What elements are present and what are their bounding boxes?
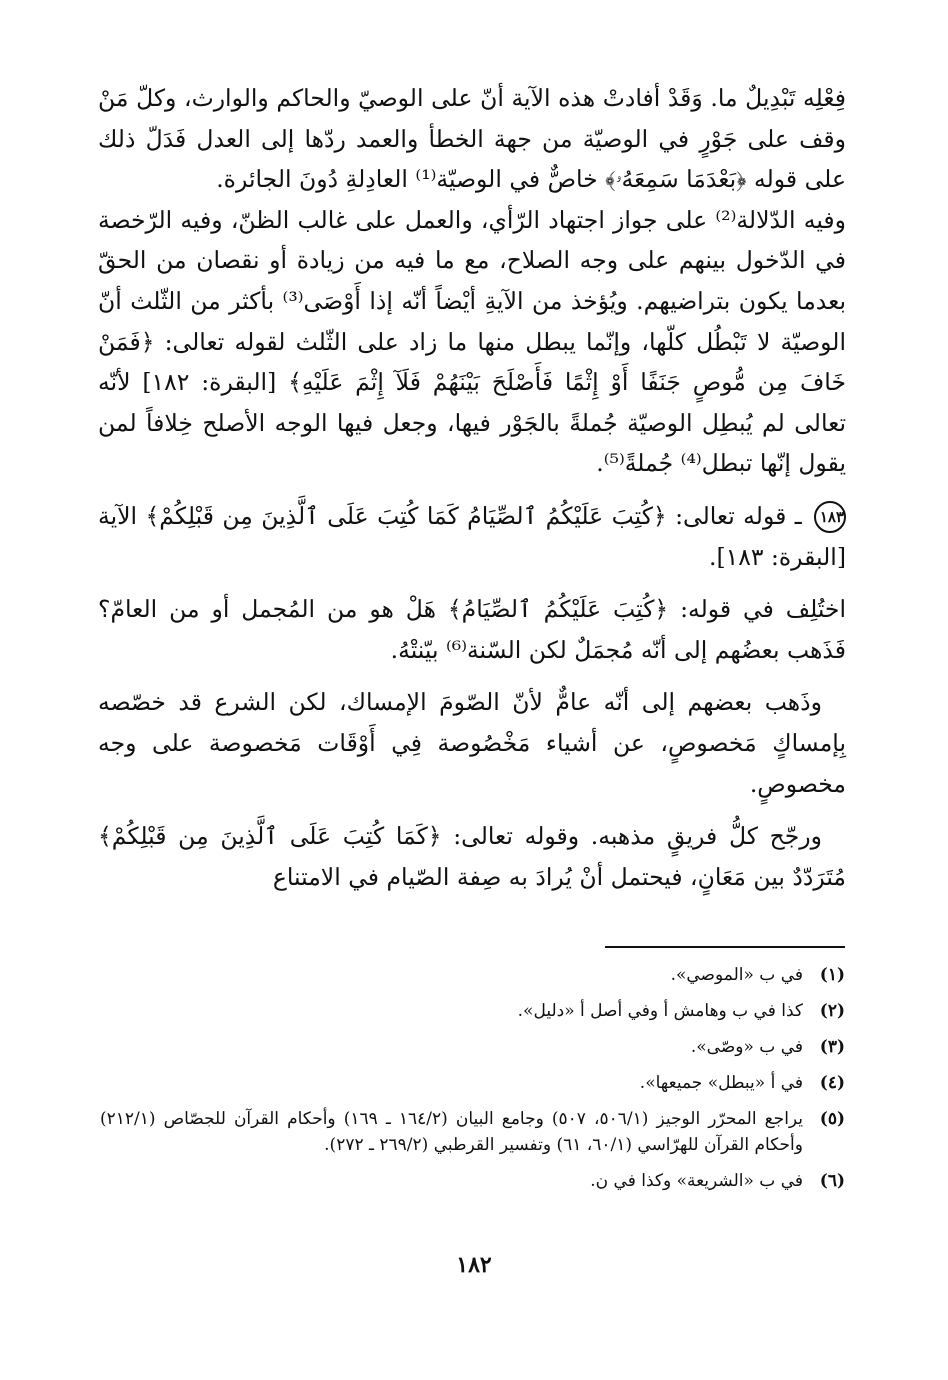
paragraph-6: ورجّح كلُّ فريقٍ مذهبه. وقوله تعالى: ﴿كَمَا كُتِبَ عَلَى ٱلَّذِينَ مِن قَبْلِكُمْ﴾ مُتَرَدّدٌ بين مَعَانٍ، فيحتمل أنْ يُرادَ به صِفة الصّيام في الامتناع bbox=[98, 822, 846, 891]
footnote-number: (٢) bbox=[819, 1001, 845, 1021]
footnote-4 bbox=[100, 1070, 845, 1096]
main-text-block bbox=[98, 78, 846, 897]
footnote-2 bbox=[100, 998, 845, 1024]
footnote-3 bbox=[100, 1034, 845, 1060]
footnote-text: في ب «الشريعة» وكذا في ن. bbox=[590, 1171, 803, 1191]
footnote-text: كذا في ب وهامش أ وفي أصل أ «دليل». bbox=[517, 1001, 803, 1021]
footnotes-section bbox=[100, 962, 845, 1204]
footnote-number: (٦) bbox=[819, 1171, 845, 1191]
paragraph-4: اختُلِف في قوله: ﴿كُتِبَ عَلَيْكُمُ ٱلصِّيَامُ﴾ هَلْ هو من المُجمل أو من العامّ؟ فَذَهب بعضُهم إلى أنّه مُجمَلٌ لكن السّنة⁽⁶⁾ بيّنتْهُ. bbox=[98, 595, 846, 664]
footnote-number: (٣) bbox=[819, 1037, 845, 1057]
verse-heading-paragraph bbox=[98, 496, 846, 577]
verse-number-badge: ١٨٣ bbox=[814, 501, 846, 533]
page-number: ١٨٢ bbox=[456, 1252, 492, 1278]
paragraph-2: وفيه الدّلالة⁽²⁾ على جواز اجتهاد الرّأي، والعمل على غالب الظنّ، وفيه الرّخصة في الدّخول بينهم على وجه الصلاح، مع ما فيه من زيادة أو نقصان من الحقّ بعدما يكون بتراضيهم. ويُؤخذ من الآيةِ أيْضاً أنّه إذا أَوْصَى⁽³⁾ بأكثر من الثّلث أنّ الوصيّة لا تَبْطُل كلّها، وإنّما يبطل منها ما زاد على الثّلث لقوله تعالى: ﴿فَمَنْ خَافَ مِن مُّوصٍ جَنَفًا أَوْ إِثْمًا فَأَصْلَحَ بَيْنَهُمْ فَلَآ إِثْمَ عَلَيْهِ﴾ [البقرة: ١٨٢] لأنّه تعالى لم يُبطِل الوصيّة جُملةً بالجَوْر فيها، وجعل فيها الوجه الأصلح خِلافاً لمن يقول إنّها تبطل⁽⁴⁾ جُملةً⁽⁵⁾. bbox=[98, 205, 847, 478]
verse-heading-text: ـ قوله تعالى: ﴿كُتِبَ عَلَيْكُمُ ٱلصِّيَامُ كَمَا كُتِبَ عَلَى ٱلَّذِينَ مِن قَبْلِكُمْ﴾ الآية [البقرة: ١٨٣]. bbox=[98, 501, 846, 571]
footnote-text: يراجع المحرّر الوجيز (٥٠٦/١، ٥٠٧) وجامع البيان (١٦٤/٢ ـ ١٦٩) وأحكام القرآن للجصّاص (٢١٢/١) وأحكام القرآن للهرّاسي (٦٠/١، ٦١) وتفسير القرطبي (٢٦٩/٢ ـ ٢٧٢). bbox=[100, 1109, 804, 1155]
footnote-6 bbox=[100, 1168, 845, 1194]
footnote-number: (١) bbox=[819, 965, 845, 985]
footnote-number: (٤) bbox=[819, 1073, 845, 1093]
footnote-text: في ب «وصّى». bbox=[690, 1037, 803, 1057]
paragraph-5: وذَهب بعضهم إلى أنّه عامٌّ لأنّ الصّومَ الإمساك، لكن الشرع قد خصّصه بِإمساكٍ مَخصوصٍ، عن أشياء مَخْصُوصة فِي أَوْقَات مَخصوصة على وجه مخصوصٍ. bbox=[98, 688, 846, 798]
footnote-number: (٥) bbox=[819, 1109, 845, 1129]
footnote-5 bbox=[100, 1106, 845, 1158]
footnote-text: في ب «الموصي». bbox=[670, 965, 803, 985]
footnote-1 bbox=[100, 962, 845, 988]
footnote-text: في أ «يبطل» جميعها». bbox=[639, 1073, 803, 1093]
body-text bbox=[98, 78, 846, 897]
footnote-divider bbox=[605, 946, 845, 948]
paragraph-1: فِعْلِه تَبْدِيلٌ ما. وَقَدْ أفادتْ هذه الآية أنّ على الوصيّ والحاكم والوارث، وكلّ مَنْ وقف على جَوْرٍ في الوصيّة من جهة الخطأ والعمد ردّها إلى العدل فَدَلّ ذلك على قوله ﴿بَعْدَمَا سَمِعَهُۥ﴾ خاصٌّ في الوصيّة⁽¹⁾ العادِلةِ دُونَ الجائرة. bbox=[98, 84, 846, 194]
